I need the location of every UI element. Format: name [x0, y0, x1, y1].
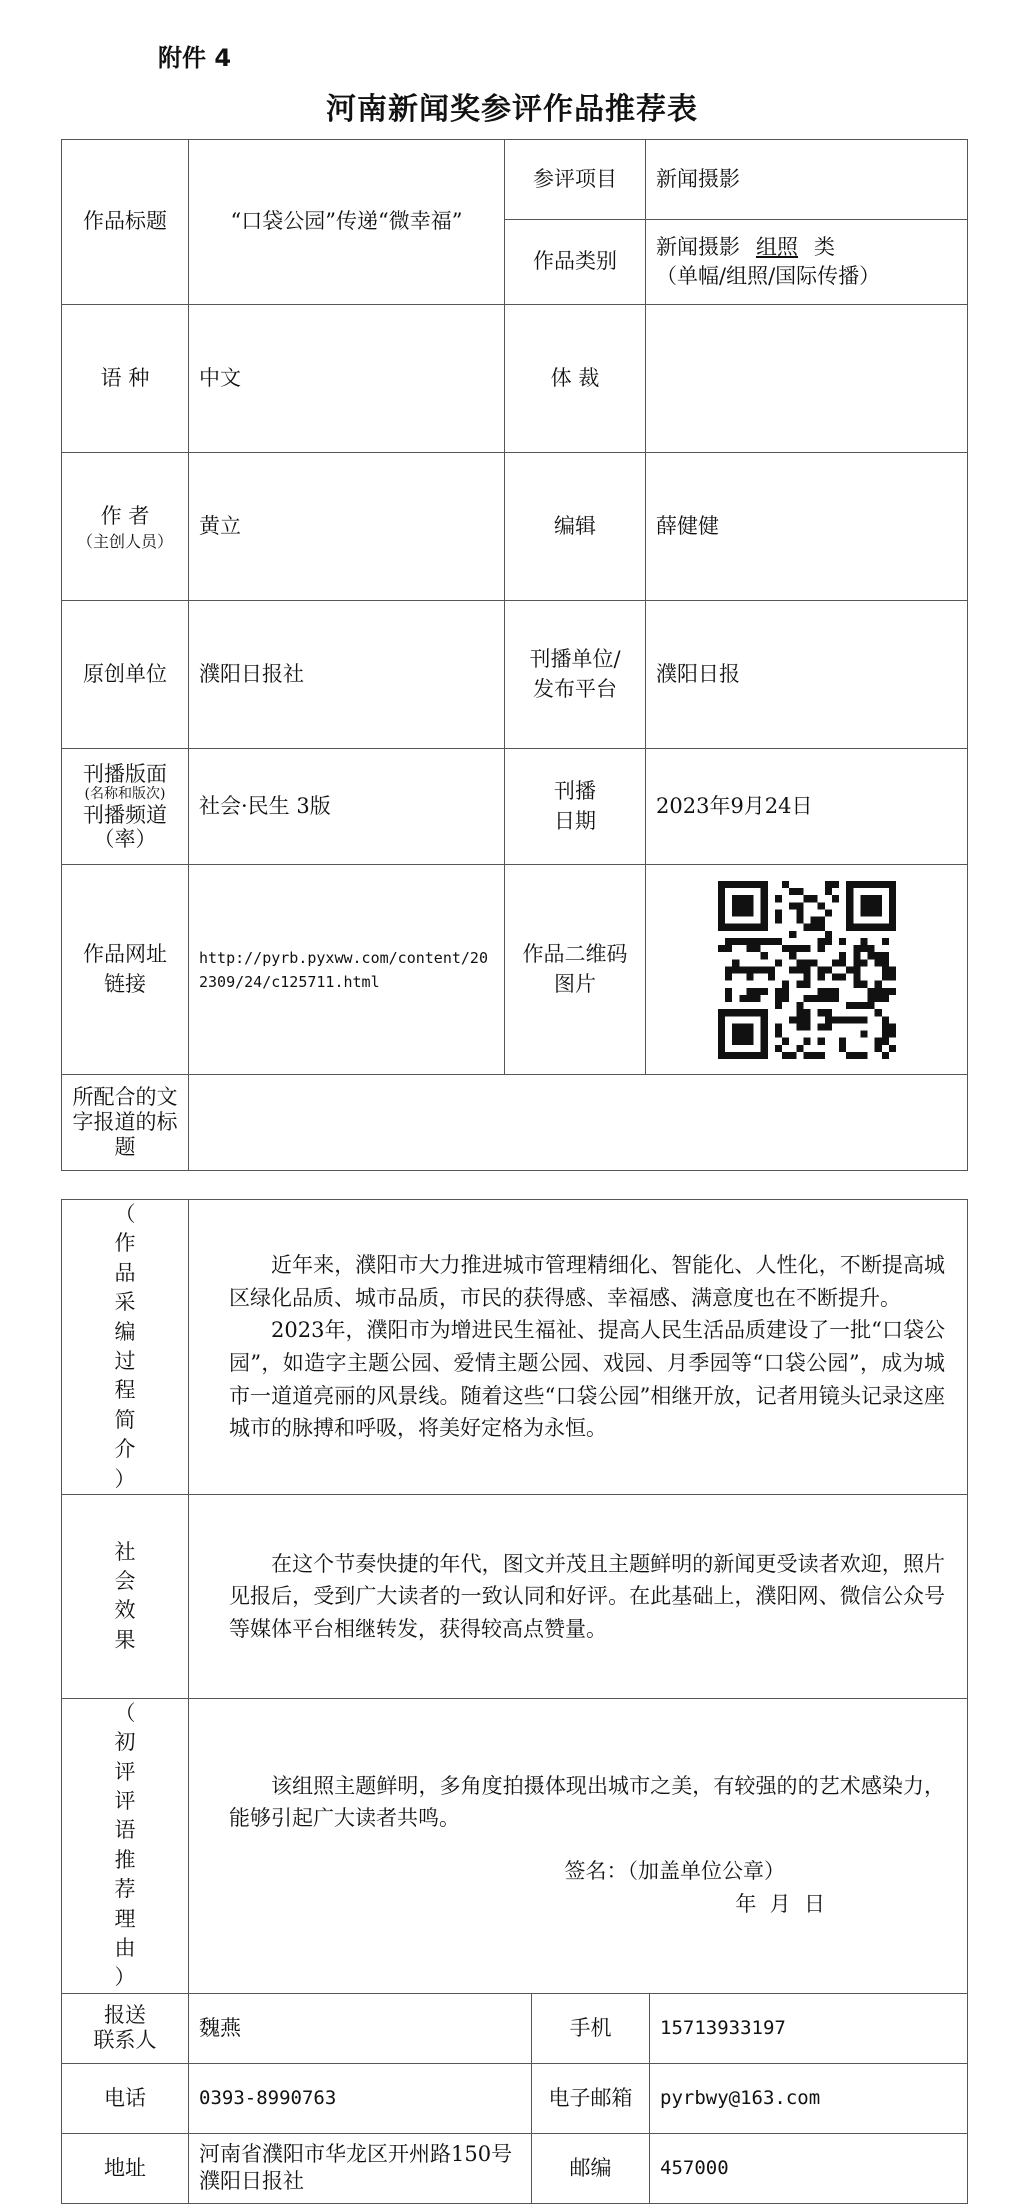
author-sub-label: （主创人员） [76, 531, 173, 551]
page-label-sub: (名称和版次) [84, 786, 166, 803]
page-label-2: 刊播频道 [83, 802, 167, 827]
date-label-2: 日期 [554, 808, 596, 833]
language-value: 中文 [189, 305, 505, 453]
label-char: 果 [114, 1627, 136, 1652]
narrative-table [61, 1199, 968, 2204]
qr-label-1: 作品二维码 [522, 942, 628, 967]
page-label-1: 刊播版面 [83, 761, 167, 786]
label-char: 由 [114, 1936, 136, 1961]
label-char: 初 [114, 1730, 136, 1755]
label-char: 效 [114, 1598, 136, 1623]
label-char: 评 [114, 1789, 136, 1814]
intro-label [113, 1200, 137, 1494]
email-label: 电子邮箱 [532, 2063, 650, 2133]
qr-label-cell [505, 865, 646, 1075]
type-cell [646, 220, 968, 305]
label-char: 品 [114, 1260, 136, 1285]
url-label-1: 作品网址 [83, 942, 167, 967]
url-label-cell [62, 865, 189, 1075]
contact-label-2: 联系人 [93, 2028, 157, 2053]
genre-label: 体 裁 [505, 305, 646, 453]
category-label: 参评项目 [505, 140, 646, 220]
intro-para-1: 近年来，濮阳市大力推进城市管理精细化、智能化、人性化，不断提高城区绿化品质、城市品质，市民的获得感、幸福感、满意度也在不断提升。 [229, 1253, 946, 1310]
attachment-label: 附件 4 [158, 44, 232, 72]
review-body [189, 1698, 968, 1993]
genre-value [646, 305, 968, 453]
type-options: （单幅/组照/国际传播） [656, 264, 881, 288]
url-label-2: 链接 [104, 971, 146, 996]
label-char: 程 [114, 1378, 136, 1403]
category-value: 新闻摄影 [646, 140, 968, 220]
mobile-label: 手机 [532, 1993, 650, 2063]
label-char: 语 [114, 1818, 136, 1843]
related-label: 所配合的文字报道的标题 [62, 1075, 189, 1171]
page-label-3: （率） [93, 826, 157, 851]
phone-value: 0393-8990763 [189, 2063, 532, 2133]
type-label: 作品类别 [505, 220, 646, 305]
effect-label-cell [62, 1494, 189, 1698]
label-char: 推 [114, 1847, 136, 1872]
label-char: 作 [114, 1231, 136, 1256]
info-table [61, 139, 968, 1171]
label-char: 简 [114, 1407, 136, 1432]
qr-label-2: 图片 [554, 971, 596, 996]
signature-line: 签名：（加盖单位公章） [564, 1858, 786, 1883]
contact-label-cell [62, 1993, 189, 2063]
qr-cell [646, 865, 968, 1075]
mobile-value: 15713933197 [650, 1993, 968, 2063]
review-para: 该组照主题鲜明，多角度拍摄体现出城市之美，有较强的的艺术感染力，能够引起广大读者共鸣。 [229, 1773, 946, 1831]
label-char: （ [114, 1202, 136, 1226]
zip-value: 457000 [650, 2133, 968, 2203]
url-value[interactable]: http://pyrb.pyxww.com/content/202309/24/c125711.html [189, 865, 505, 1075]
origin-label: 原创单位 [62, 601, 189, 749]
label-char: 介 [114, 1437, 136, 1462]
type-suffix: 类 [814, 234, 835, 259]
publisher-label-2: 发布平台 [533, 676, 617, 701]
label-char: （ [114, 1700, 136, 1725]
work-title-value: “口袋公园”传递“微幸福” [189, 140, 505, 305]
effect-para: 在这个节奏快捷的年代，图文并茂且主题鲜明的新闻更受读者欢迎，照片见报后，受到广大读者的一致认同和好评。在此基础上，濮阳网、微信公众号等媒体平台相继转发，获得较高点赞量。 [229, 1551, 946, 1641]
label-char: 过 [114, 1348, 136, 1373]
editor-label: 编辑 [505, 453, 646, 601]
label-char: 荐 [114, 1877, 136, 1902]
author-label-cell [62, 453, 189, 601]
date-label-1: 刊播 [554, 779, 596, 804]
type-value: 组照 [756, 234, 798, 259]
intro-label-cell [62, 1200, 189, 1495]
publisher-label-1: 刊播单位/ [529, 647, 621, 672]
qr-code-icon[interactable] [718, 881, 896, 1059]
effect-body [189, 1494, 968, 1698]
contact-value: 魏燕 [189, 1993, 532, 2063]
label-char: 会 [114, 1569, 136, 1594]
phone-label: 电话 [62, 2063, 189, 2133]
author-label: 作 者 [100, 504, 150, 529]
address-value: 河南省濮阳市华龙区开州路150号濮阳日报社 [189, 2133, 532, 2203]
label-char: 理 [114, 1906, 136, 1931]
date-label-cell [505, 749, 646, 865]
editor-value: 薛健健 [646, 453, 968, 601]
zip-label: 邮编 [532, 2133, 650, 2203]
page-label-cell [62, 749, 189, 865]
label-char: ） [114, 1466, 136, 1491]
label-char: 编 [114, 1319, 136, 1344]
work-title-label: 作品标题 [62, 140, 189, 305]
publisher-value: 濮阳日报 [646, 601, 968, 749]
email-value[interactable]: pyrbwy@163.com [650, 2063, 968, 2133]
related-value [189, 1075, 968, 1171]
label-char: 采 [114, 1290, 136, 1315]
type-prefix: 新闻摄影 [656, 234, 740, 259]
signature-date: 年 月 日 [735, 1892, 826, 1917]
publisher-label-cell [505, 601, 646, 749]
page-value: 社会·民生 3版 [189, 749, 505, 865]
author-value: 黄立 [189, 453, 505, 601]
intro-body [189, 1200, 968, 1495]
review-label-cell [62, 1698, 189, 1993]
effect-label [113, 1538, 137, 1656]
date-value: 2023年9月24日 [646, 749, 968, 865]
intro-para-2: 2023年，濮阳市为增进民生福祉、提高人民生活品质建设了一批“口袋公园”，如造字主题公园、爱情主题公园、戏园、月季园等“口袋公园”，成为城市一道道亮丽的风景线。随着这些“口袋公园”相继开放，记者用镜头记录这座城市的脉搏和呼吸，将美好定格为永恒。 [229, 1318, 946, 1441]
address-label: 地址 [62, 2133, 189, 2203]
label-char: 社 [114, 1539, 136, 1564]
contact-label-1: 报送 [104, 2003, 146, 2028]
signature-block [229, 1855, 945, 1922]
review-label [113, 1699, 137, 1993]
label-char: ） [114, 1965, 136, 1990]
language-label: 语 种 [62, 305, 189, 453]
label-char: 评 [114, 1759, 136, 1784]
origin-value: 濮阳日报社 [189, 601, 505, 749]
page-title: 河南新闻奖参评作品推荐表 [326, 92, 698, 127]
